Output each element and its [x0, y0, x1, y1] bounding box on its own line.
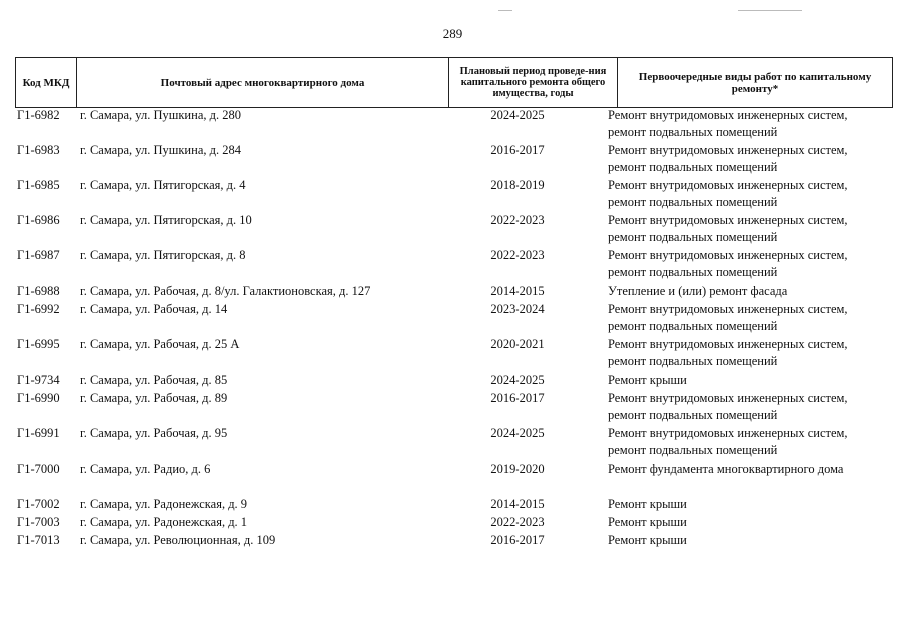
cell-period: 2022-2023 — [490, 248, 545, 262]
works-line: Ремонт внутридомовых инженерных систем, — [608, 337, 848, 351]
cell-code: Г1-6983 — [17, 143, 60, 157]
cell-works — [608, 496, 893, 513]
cell-period: 2014-2015 — [490, 497, 545, 511]
cell-works — [608, 461, 893, 478]
works-line: Ремонт внутридомовых инженерных систем, — [608, 143, 848, 157]
cell-code: Г1-6987 — [17, 248, 60, 262]
works-line: ремонт подвальных помещений — [608, 125, 778, 139]
cell-works — [608, 532, 893, 549]
works-line: ремонт подвальных помещений — [608, 230, 778, 244]
cell-period: 2023-2024 — [490, 302, 545, 316]
cell-code: Г1-6986 — [17, 213, 60, 227]
works-line: Ремонт крыши — [608, 533, 687, 547]
cell-period: 2016-2017 — [490, 533, 545, 547]
cell-works — [608, 390, 893, 424]
cell-address: г. Самара, ул. Пушкина, д. 280 — [80, 108, 241, 122]
cell-address: г. Самара, ул. Рабочая, д. 25 А — [80, 337, 240, 351]
cell-period: 2022-2023 — [490, 213, 545, 227]
cell-code: Г1-7002 — [17, 497, 60, 511]
cell-works — [608, 107, 893, 141]
works-line: Ремонт внутридомовых инженерных систем, — [608, 178, 848, 192]
works-line: ремонт подвальных помещений — [608, 354, 778, 368]
cell-address: г. Самара, ул. Пятигорская, д. 4 — [80, 178, 246, 192]
works-line: Утепление и (или) ремонт фасада — [608, 284, 788, 298]
cell-code: Г1-6995 — [17, 337, 60, 351]
cell-address: г. Самара, ул. Радонежская, д. 1 — [80, 515, 248, 529]
cell-address: г. Самара, ул. Пятигорская, д. 10 — [80, 213, 252, 227]
cell-period: 2024-2025 — [490, 426, 545, 440]
cell-works — [608, 283, 893, 300]
works-line: ремонт подвальных помещений — [608, 408, 778, 422]
cell-works — [608, 177, 893, 211]
works-line: ремонт подвальных помещений — [608, 160, 778, 174]
cell-period: 2016-2017 — [490, 391, 545, 405]
cell-address: г. Самара, ул. Рабочая, д. 8/ул. Галактионовская, д. 127 — [80, 284, 371, 298]
cell-period: 2024-2025 — [490, 108, 545, 122]
cell-works — [608, 142, 893, 176]
cell-period: 2018-2019 — [490, 178, 545, 192]
cell-period: 2022-2023 — [490, 515, 545, 529]
works-line: ремонт подвальных помещений — [608, 265, 778, 279]
cell-code: Г1-7013 — [17, 533, 60, 547]
cell-works — [608, 212, 893, 246]
cell-code: Г1-9734 — [17, 373, 60, 387]
cell-period: 2024-2025 — [490, 373, 545, 387]
cell-period: 2016-2017 — [490, 143, 545, 157]
cell-code: Г1-6985 — [17, 178, 60, 192]
cell-code: Г1-6982 — [17, 108, 60, 122]
cell-address: г. Самара, ул. Революционная, д. 109 — [80, 533, 276, 547]
cell-code: Г1-6988 — [17, 284, 60, 298]
cell-works — [608, 336, 893, 370]
works-line: Ремонт крыши — [608, 497, 687, 511]
works-line: Ремонт внутридомовых инженерных систем, — [608, 391, 848, 405]
header-address: Почтовый адрес многоквартирного дома — [76, 58, 448, 107]
works-line: Ремонт фундамента многоквартирного дома — [608, 462, 844, 476]
cell-code: Г1-6992 — [17, 302, 60, 316]
works-line: Ремонт внутридомовых инженерных систем, — [608, 302, 848, 316]
header-works: Первоочередные виды работ по капитальному ремонту* — [617, 58, 893, 107]
works-line: ремонт подвальных помещений — [608, 443, 778, 457]
cell-code: Г1-6991 — [17, 426, 60, 440]
works-line: ремонт подвальных помещений — [608, 319, 778, 333]
works-line: Ремонт внутридомовых инженерных систем, — [608, 108, 848, 122]
header-code: Код МКД — [15, 58, 76, 107]
cell-period: 2020-2021 — [490, 337, 545, 351]
cell-address: г. Самара, ул. Радонежская, д. 9 — [80, 497, 248, 511]
cell-address: г. Самара, ул. Пушкина, д. 284 — [80, 143, 241, 157]
cell-address: г. Самара, ул. Рабочая, д. 95 — [80, 426, 228, 440]
cell-address: г. Самара, ул. Рабочая, д. 89 — [80, 391, 228, 405]
cell-address: г. Самара, ул. Рабочая, д. 14 — [80, 302, 228, 316]
scan-speck — [738, 10, 802, 11]
cell-address: г. Самара, ул. Радио, д. 6 — [80, 462, 211, 476]
works-line: Ремонт внутридомовых инженерных систем, — [608, 426, 848, 440]
cell-code: Г1-7000 — [17, 462, 60, 476]
cell-works — [608, 301, 893, 335]
cell-works — [608, 514, 893, 531]
cell-works — [608, 425, 893, 459]
cell-address: г. Самара, ул. Рабочая, д. 85 — [80, 373, 228, 387]
works-line: ремонт подвальных помещений — [608, 195, 778, 209]
page-number: 289 — [442, 26, 463, 41]
header-period: Плановый период проведе-ния капитального ремонта общего имущества, годы — [448, 58, 617, 107]
works-line: Ремонт крыши — [608, 515, 687, 529]
works-line: Ремонт внутридомовых инженерных систем, — [608, 248, 848, 262]
cell-works — [608, 247, 893, 281]
cell-address: г. Самара, ул. Пятигорская, д. 8 — [80, 248, 246, 262]
cell-works — [608, 372, 893, 389]
cell-period: 2019-2020 — [490, 462, 545, 476]
cell-code: Г1-7003 — [17, 515, 60, 529]
scan-speck — [498, 10, 512, 11]
cell-code: Г1-6990 — [17, 391, 60, 405]
cell-period: 2014-2015 — [490, 284, 545, 298]
table-header — [15, 57, 893, 108]
works-line: Ремонт крыши — [608, 373, 687, 387]
works-line: Ремонт внутридомовых инженерных систем, — [608, 213, 848, 227]
